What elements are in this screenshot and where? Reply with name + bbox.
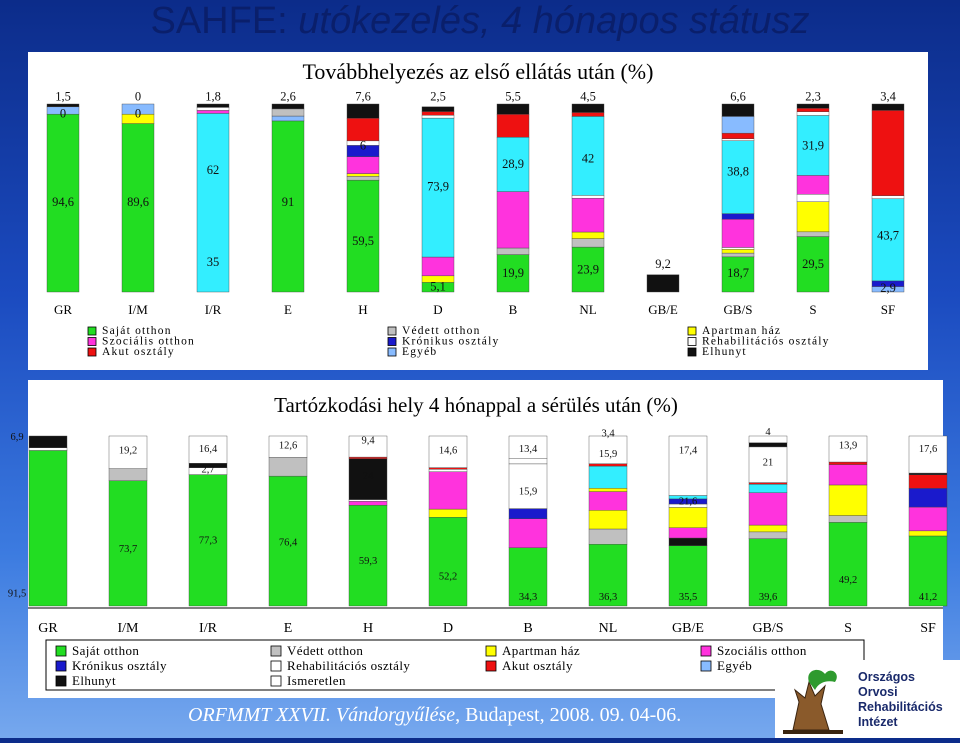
legend-label: Krónikus osztály	[72, 658, 167, 673]
bar-segment-rehabilitacios-osztaly	[572, 195, 604, 198]
data-label: 62	[206, 162, 220, 177]
data-label: 14,6	[438, 445, 458, 457]
data-label: 29,5	[802, 256, 824, 271]
bar-segment-vedett-otthon	[497, 248, 529, 255]
data-label: 94,6	[52, 194, 74, 209]
legend-swatch-egyeb	[388, 348, 396, 356]
data-label: 15,9	[518, 486, 538, 498]
legend-swatch-vedett-otthon	[271, 646, 281, 656]
bar-segment-akut-osztaly	[589, 464, 627, 466]
legend-swatch-kronikus-osztaly	[388, 338, 396, 346]
data-label: 39,6	[758, 591, 778, 603]
data-label: 23,9	[577, 262, 599, 277]
legend-swatch-apartman-haz	[688, 327, 696, 335]
tree-stump-icon	[775, 660, 855, 738]
bar-segment-szocialis-otthon	[909, 507, 947, 531]
x-tick-label: NL	[579, 302, 597, 317]
bar-segment-akut-osztaly	[497, 114, 529, 137]
bar-segment-vedett-otthon	[347, 176, 379, 180]
legend-label: Rehabilitációs osztály	[702, 335, 830, 348]
bar-segment-akut-osztaly	[909, 475, 947, 489]
bar-segment-elhunyt	[422, 107, 454, 112]
legend-swatch-sajat-otthon	[88, 327, 96, 335]
bar-segment-akut-osztaly	[829, 462, 867, 465]
data-label: 0	[59, 106, 67, 121]
legend-swatch-rehabilitacios-osztaly	[688, 338, 696, 346]
bar-segment-elhunyt	[647, 275, 679, 292]
data-label: 17,4	[678, 445, 698, 457]
bar-segment-apartman-haz	[909, 531, 947, 536]
bar-segment-apartman-haz	[589, 510, 627, 529]
bar-segment-vedett-otthon	[749, 532, 787, 539]
bar-segment-szocialis-otthon	[429, 472, 467, 509]
slide-title	[0, 0, 960, 44]
slide-title-main: SAHFE:	[150, 0, 288, 42]
footer-text	[188, 704, 681, 727]
legend-swatch-rehabilitacios-osztaly	[271, 661, 281, 671]
data-label: 24	[362, 471, 374, 483]
data-label: 0	[134, 106, 142, 121]
bar-segment-szocialis-otthon	[349, 501, 387, 505]
bar-segment-vedett-otthon	[829, 516, 867, 523]
bar-segment-vedett-otthon	[272, 109, 304, 116]
x-tick-label: S	[809, 302, 817, 317]
bar-segment-cyan	[749, 484, 787, 493]
legend-label: Apartman ház	[702, 325, 782, 337]
data-label: 6,9	[10, 432, 24, 443]
bar-segment-elhunyt	[497, 104, 529, 114]
bar-segment-szocialis-otthon	[422, 257, 454, 276]
data-label: 6	[359, 138, 367, 153]
footer-place-date: , Budapest, 2008. 09. 04-06.	[455, 704, 682, 726]
x-tick-label: D	[442, 621, 454, 636]
x-tick-label: H	[362, 621, 374, 636]
data-label: 73,9	[427, 179, 449, 194]
bar-segment-szocialis-otthon	[589, 492, 627, 511]
chart-panel-four-month	[7, 380, 943, 698]
data-label: 2,5	[430, 89, 446, 104]
data-label: 17,6	[918, 443, 938, 455]
x-tick-label: B	[508, 302, 518, 317]
legend-label: Védett otthon	[287, 643, 364, 658]
data-label: 59,3	[358, 556, 378, 568]
legend-swatch-elhunyt	[56, 676, 66, 686]
legend-swatch-akut-osztaly	[88, 348, 96, 356]
bar-segment-vedett-otthon	[797, 232, 829, 237]
data-label: 19,9	[502, 266, 524, 281]
x-tick-label: H	[358, 302, 368, 317]
legend-swatch-egyeb	[701, 661, 711, 671]
bar-segment-rehabilitacios-osztaly	[197, 107, 229, 110]
x-tick-label: D	[433, 302, 443, 317]
logo-line: Rehabilitációs	[858, 700, 943, 714]
x-tick-label: E	[284, 302, 292, 317]
data-label: 19,2	[118, 445, 138, 457]
bar-segment-akut-osztaly	[429, 468, 467, 470]
data-label: 21,6	[678, 496, 698, 508]
data-label: 5,5	[505, 89, 521, 104]
bar-segment-akut-osztaly	[797, 108, 829, 111]
data-label: 13,9	[838, 440, 858, 452]
legend-label: Egyéb	[717, 658, 753, 673]
legend-label: Akut osztály	[502, 658, 573, 673]
x-tick-label: I/M	[117, 621, 139, 636]
footer-event: ORFMMT XXVII. Vándorgyűlése	[188, 704, 456, 726]
bar-segment-szocialis-otthon	[347, 157, 379, 174]
chart-title: Továbbhelyezés az első ellátás után (%)	[302, 59, 654, 84]
bar-segment-elhunyt	[669, 538, 707, 546]
data-label: 6,6	[730, 89, 746, 104]
data-label: 91,5	[7, 588, 27, 600]
bar-segment-elhunyt	[572, 104, 604, 112]
bar-segment-vedett-otthon	[589, 529, 627, 544]
data-label: 18,7	[727, 266, 749, 281]
bar-segment-rehabilitacios-osztaly	[422, 115, 454, 118]
bar-segment-rehabilitacios-osztaly	[797, 112, 829, 116]
legend-label: Egyéb	[402, 346, 438, 358]
bar-segment-kronikus-osztaly	[909, 488, 947, 507]
bar-segment-elhunyt	[749, 443, 787, 447]
legend-label: Szociális otthon	[102, 335, 195, 348]
bar-segment-kronikus-osztaly	[722, 214, 754, 220]
bar-segment-szocialis-otthon	[797, 175, 829, 194]
data-label: 9,4	[361, 435, 375, 447]
x-tick-label: GB/E	[648, 302, 678, 317]
legend-swatch-vedett-otthon	[388, 327, 396, 335]
bar-segment-elhunyt	[197, 104, 229, 107]
bar-segment-elhunyt	[272, 104, 304, 109]
bar-segment-szocialis-otthon	[509, 519, 547, 548]
bar-segment-sajat-otthon	[29, 450, 67, 606]
data-label: 52,2	[438, 571, 458, 583]
legend-label: Védett otthon	[402, 325, 481, 337]
legend-label: Rehabilitációs osztály	[287, 658, 411, 673]
bar-segment-rehabilitacios-osztaly	[722, 139, 754, 141]
bar-segment-sajat-otthon	[429, 517, 467, 606]
data-label: 4,5	[580, 89, 596, 104]
bar-segment-akut-osztaly	[422, 112, 454, 116]
data-label: 2,7	[201, 464, 215, 476]
data-label: 2,3	[805, 89, 821, 104]
bar-segment-szocialis-otthon	[722, 219, 754, 247]
logo-line: Intézet	[858, 715, 898, 729]
x-tick-label: GR	[53, 302, 73, 317]
data-label: 28,9	[502, 157, 524, 172]
data-label: 2,6	[280, 89, 296, 104]
data-label: 42	[581, 151, 595, 166]
logo-text	[858, 670, 960, 730]
legend-label: Saját otthon	[102, 325, 172, 337]
bar-segment-apartman-haz	[669, 507, 707, 527]
data-label: 4	[765, 426, 771, 438]
data-label: 41,2	[918, 591, 938, 603]
bar-segment-elhunyt	[29, 436, 67, 448]
legend-label: Akut osztály	[102, 346, 175, 358]
bar-segment-apartman-haz	[797, 202, 829, 232]
bar-segment-rehabilitacios-osztaly	[872, 196, 904, 199]
bar-segment-szocialis-otthon	[749, 493, 787, 525]
bar-segment-ismeretlen	[349, 500, 387, 502]
data-label: 59,5	[352, 234, 374, 249]
data-label: 3,4	[880, 89, 896, 104]
bar-segment-vedett-otthon	[269, 457, 307, 476]
bar-segment-akut-osztaly	[749, 483, 787, 485]
x-tick-label: NL	[598, 621, 618, 636]
bar-segment-rehabilitacios-osztaly	[722, 247, 754, 249]
bar-segment-akut-osztaly	[349, 457, 387, 459]
data-label: 38,8	[727, 164, 749, 179]
data-label: 35	[206, 254, 220, 269]
data-label: 31,9	[802, 138, 824, 153]
chart-four-month-svg	[7, 380, 943, 698]
x-tick-label: S	[844, 621, 852, 636]
x-tick-label: GB/E	[672, 621, 704, 636]
legend-label: Elhunyt	[72, 673, 116, 688]
data-label: 91	[281, 194, 295, 209]
chart-discharge-svg	[28, 52, 928, 370]
data-label: 1,8	[205, 89, 221, 104]
data-label: 76,4	[278, 537, 298, 549]
data-label: 12,6	[278, 440, 298, 452]
data-label: 7,6	[355, 89, 371, 104]
data-label: 9,2	[655, 256, 671, 271]
bar-segment-szocialis-otthon	[497, 192, 529, 248]
bar-segment-vedett-otthon	[109, 469, 147, 481]
legend-swatch-sajat-otthon	[56, 646, 66, 656]
bar-segment-elhunyt	[909, 473, 947, 475]
data-label: 1,5	[55, 89, 71, 104]
bar-segment-szocialis-otthon	[669, 528, 707, 538]
legend-swatch-szocialis-otthon	[88, 338, 96, 346]
data-label: 21	[762, 457, 774, 469]
data-label: 15,9	[598, 449, 618, 460]
data-label: 36,3	[598, 591, 618, 603]
bar-segment-egyeb	[722, 116, 754, 133]
bar-segment-ismeretlen	[29, 448, 67, 451]
bar-segment-kronikus-osztaly	[509, 509, 547, 519]
logo-line: Országos	[858, 670, 915, 684]
bar-segment-elhunyt	[797, 104, 829, 108]
bar-segment-szocialis-otthon	[197, 110, 229, 113]
data-label: 34,3	[518, 591, 538, 603]
x-tick-label: I/M	[128, 302, 148, 317]
logo-line: Orvosi	[858, 685, 898, 699]
chart-panel-discharge	[28, 52, 928, 370]
bar-segment-apartman-haz	[572, 232, 604, 239]
x-tick-label: B	[523, 621, 533, 636]
x-tick-label: E	[283, 621, 293, 636]
x-tick-label: SF	[880, 302, 896, 317]
legend-label: Elhunyt	[702, 346, 747, 358]
x-tick-label: GB/S	[723, 302, 753, 317]
bar-segment-szocialis-otthon	[572, 198, 604, 232]
bar-segment-apartman-haz	[347, 174, 379, 177]
x-tick-label: SF	[920, 621, 936, 636]
legend-label: Krónikus osztály	[402, 335, 500, 348]
bar-segment-apartman-haz	[429, 509, 467, 517]
legend-swatch-elhunyt	[688, 348, 696, 356]
bar-segment-apartman-haz	[749, 525, 787, 532]
bar-segment-elhunyt	[347, 104, 379, 118]
data-label: 77,3	[198, 535, 218, 547]
data-label: 0	[134, 89, 142, 104]
legend-label: Ismeretlen	[287, 673, 346, 688]
x-tick-label: GR	[38, 621, 58, 636]
legend-label: Szociális otthon	[717, 643, 807, 658]
legend-swatch-ismeretlen	[271, 676, 281, 686]
bar-segment-sajat-otthon	[829, 522, 867, 606]
data-label: 35,5	[678, 591, 698, 603]
data-label: 16,4	[198, 443, 218, 455]
legend-swatch-kronikus-osztaly	[56, 661, 66, 671]
bar-segment-apartman-haz	[829, 485, 867, 516]
bar-segment-rehabilitacios-osztaly	[797, 194, 829, 202]
bar-segment-egyeb	[272, 116, 304, 121]
bar-segment-apartman-haz	[589, 488, 627, 491]
bar-segment-akut-osztaly	[872, 110, 904, 195]
x-tick-label: I/R	[204, 302, 222, 317]
bar-segment-rehabilitacios-osztaly	[429, 469, 467, 471]
bar-segment-akut-osztaly	[572, 112, 604, 116]
data-label: 3,4	[601, 428, 615, 440]
bar-segment-akut-osztaly	[722, 133, 754, 139]
data-label: 5,1	[430, 279, 446, 294]
bar-segment-elhunyt	[722, 104, 754, 116]
bar-segment-cyan	[589, 466, 627, 488]
data-label: 49,2	[838, 574, 858, 586]
bar-segment-vedett-otthon	[722, 253, 754, 257]
x-tick-label: I/R	[199, 621, 217, 636]
data-label: 13,4	[518, 443, 538, 455]
legend-label: Apartman ház	[502, 643, 581, 658]
data-label: 43,7	[877, 228, 899, 243]
data-label: 89,6	[127, 194, 149, 209]
slide-title-rest: utókezelés, 4 hónapos státusz	[298, 0, 810, 42]
bar-segment-szocialis-otthon	[829, 465, 867, 485]
x-tick-label: GB/S	[752, 621, 784, 636]
data-label: 2,9	[880, 281, 896, 296]
legend-swatch-apartman-haz	[486, 646, 496, 656]
bar-segment-vedett-otthon	[572, 239, 604, 247]
data-label: 73,7	[118, 544, 138, 556]
bar-segment-apartman-haz	[722, 249, 754, 253]
legend-swatch-szocialis-otthon	[701, 646, 711, 656]
legend-label: Saját otthon	[72, 643, 140, 658]
bar-segment-elhunyt	[872, 104, 904, 110]
legend-swatch-akut-osztaly	[486, 661, 496, 671]
chart-title: Tartózkodási hely 4 hónappal a sérülés után (%)	[274, 393, 678, 417]
bar-segment-ismeretlen	[509, 459, 547, 464]
